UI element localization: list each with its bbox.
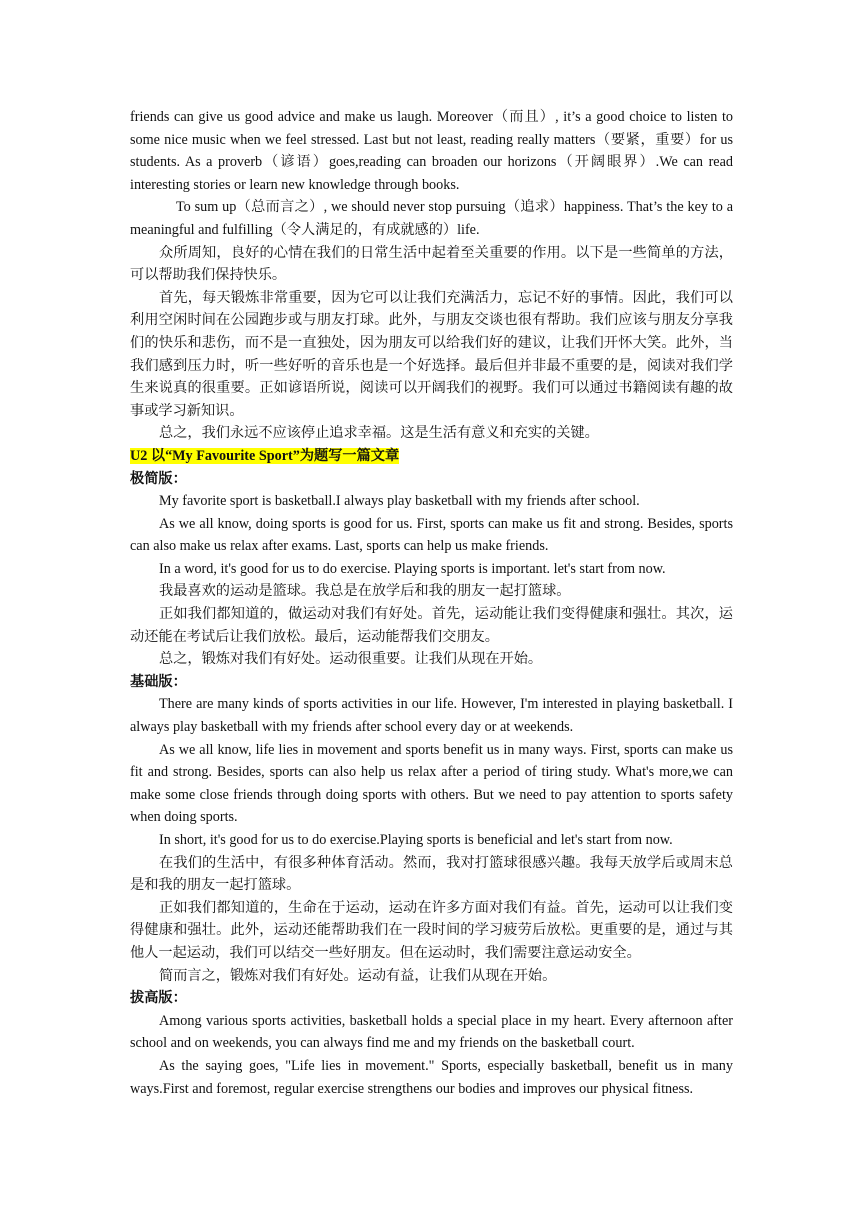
version-label: 基础版： (130, 673, 187, 690)
paragraph: My favorite sport is basketball.I always play basketball with my friends after school. (159, 493, 640, 510)
paragraph: 在我们的生活中，有很多种体育活动。然而，我对打篮球很感兴趣。我每天放学后或周末总是和我的朋友一起打篮球。 (130, 854, 733, 894)
paragraph: In short, it's good for us to do exercise.Playing sports is beneficial and let's start from now. (159, 832, 673, 848)
paragraph: In a word, it's good for us to do exercise. Playing sports is important. let's start from now. (159, 560, 666, 577)
version-label: 拔高版： (130, 990, 187, 1007)
paragraph: 简而言之，锻炼对我们有好处。运动有益，让我们从现在开始。 (159, 967, 557, 984)
paragraph: To sum up（总而言之）, we should never stop pursuing（追求）happiness. That’s the key to a meaningful and fulfilling（令人满足的，有成就感的）life. (130, 199, 733, 238)
paragraph: 总之，锻炼对我们有好处。运动很重要。让我们从现在开始。 (159, 651, 543, 668)
paragraph: There are many kinds of sports activities in our life. However, I'm interested in playing basketball. I always play basketball with my friends after school every day or at weekends. (130, 696, 733, 736)
paragraph: friends can give us good advice and make us laugh. Moreover（而且）, it’s a good choice to listen to some nice music when we feel stressed. Last but not least, reading really matters（要紧，重要）for us students. As a proverb（谚语）goes,reading can broaden our horizons（开阔眼界）.We can read interesting stories or learn new knowledge through books. (130, 109, 733, 193)
paragraph: 首先，每天锻炼非常重要，因为它可以让我们充满活力，忘记不好的事情。因此，我们可以利用空闲时间在公园跑步或与朋友打球。此外，与朋友交谈也很有帮助。我们应该与朋友分享我们的快乐和悲伤，而不是一直独处，因为朋友可以给我们好的建议，让我们开怀大笑。此外，当我们感到压力时，听一些好听的音乐也是一个好选择。最后但并非最不重要的是，阅读对我们学生来说真的很重要。正如谚语所说，阅读可以开阔我们的视野。我们可以通过书籍阅读有趣的故事或学习新知识。 (130, 289, 733, 419)
section-heading-row (130, 445, 733, 468)
paragraph: As the saying goes, "Life lies in movement." Sports, especially basketball, benefit us in many ways.First and foremost, regular exercise strengthens our bodies and improves our physical fitness. (130, 1057, 733, 1097)
paragraph: As we all know, doing sports is good for us. First, sports can make us fit and strong. Besides, sports can also make us relax after exams. Last, sports can help us make friends. (130, 515, 733, 555)
paragraph: 正如我们都知道的，做运动对我们有好处。首先，运动能让我们变得健康和强壮。其次，运动还能在考试后让我们放松。最后，运动能帮我们交朋友。 (130, 606, 733, 645)
version-label: 极简版： (130, 470, 187, 487)
paragraph: 正如我们都知道的，生命在于运动，运动在许多方面对我们有益。首先，运动可以让我们变得健康和强壮。此外，运动还能帮助我们在一段时间的学习疲劳后放松。更重要的是，通过与其他人一起运动，我们可以结交一些好朋友。但在运动时，我们需要注意运动安全。 (130, 899, 733, 961)
paragraph: 众所周知，良好的心情在我们的日常生活中起着至关重要的作用。以下是一些简单的方法，可以帮助我们保持快乐。 (130, 244, 733, 284)
paragraph: 总之，我们永远不应该停止追求幸福。这是生活有意义和充实的关键。 (159, 425, 599, 442)
document-page (130, 106, 733, 1100)
section-heading: U2 以“My Favourite Sport”为题写一篇文章 (130, 447, 400, 464)
paragraph: As we all know, life lies in movement and sports benefit us in many ways. First, sports can make us fit and strong. Besides, sports can also help us relax after a period of tiring study. What's more,we can make some close friends through doing sports with others. But we need to pay attention to sports safety when doing sports. (130, 741, 733, 826)
paragraph: 我最喜欢的运动是篮球。我总是在放学后和我的朋友一起打篮球。 (159, 583, 571, 600)
paragraph: Among various sports activities, basketball holds a special place in my heart. Every afternoon after school and on weekends, you can always find me and my friends on the basketball court. (130, 1012, 733, 1052)
